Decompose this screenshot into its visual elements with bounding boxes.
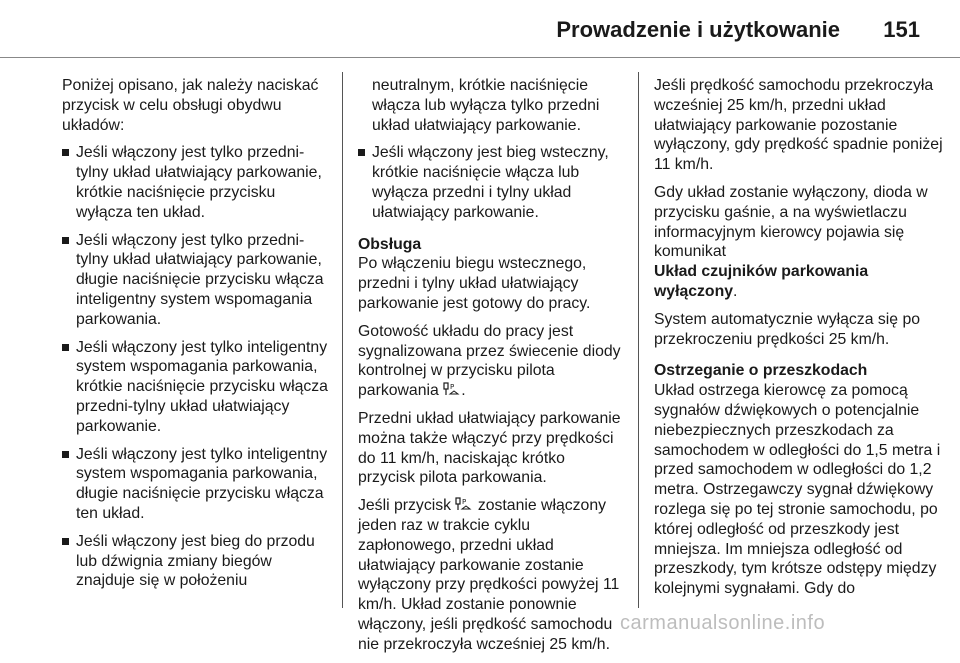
column-divider-2 xyxy=(638,72,639,608)
list-item-text: Jeśli włączony jest tylko przedni-tylny układ ułatwiający parkowanie, długie naciśnięcie przycisku włącza inteligentny system wspomagania parkowania. xyxy=(76,231,324,328)
parking-pilot-icon xyxy=(455,497,473,511)
paragraph-with-icon xyxy=(358,322,626,401)
list-item xyxy=(62,338,330,437)
paragraph: Po włączeniu biegu wstecznego, przedni i tylny układ ułatwiający parkowanie jest gotowy do pracy. xyxy=(358,255,591,312)
list-item-text: Jeśli włączony jest tylko przedni-tylny układ ułatwiający parkowanie, krótkie naciśnięcie przycisku wyłącza ten układ. xyxy=(76,144,322,221)
bullet-square-icon xyxy=(62,451,69,458)
paragraph-text: . xyxy=(733,282,738,300)
bullet-square-icon xyxy=(62,538,69,545)
bullet-square-icon xyxy=(62,149,69,156)
bullet-list-1 xyxy=(62,143,330,591)
paragraph: Jeśli prędkość samochodu przekroczyła wcześniej 25 km/h, przedni układ ułatwiający parkowanie pozostanie wyłączony, gdy prędkość spadnie poniżej 11 km/h. xyxy=(654,77,943,174)
section-heading-warning: Ostrzeganie o przeszkodach xyxy=(654,362,868,380)
paragraph-text: . xyxy=(461,382,466,400)
list-item-text: Jeśli włączony jest tylko inteligentny system wspomagania parkowania, długie naciśnięcie przycisku włącza ten układ. xyxy=(76,445,328,522)
column-1 xyxy=(62,76,330,599)
list-item xyxy=(62,445,330,524)
bullet-square-icon xyxy=(62,344,69,351)
column-divider-1 xyxy=(342,72,343,608)
parking-pilot-icon xyxy=(443,382,461,396)
paragraph: Układ ostrzega kierowcę za pomocą sygnałów dźwiękowych o potencjalnie niebezpiecznych przeszkodach za samochodem w odległości do 1,5 metra i przed samochodem w odległości do 1,2 metra. Ostrzegawczy sygnał dźwiękowy rozlega się po tej stronie samochodu, po której odległość od przeszkody jest mniejsza. Im mniejsza odległość od przeszkody, tym krótsze odstępy między kolejnymi sygnałami. Gdy do xyxy=(654,382,941,598)
list-item xyxy=(62,532,330,591)
bullet-list-2 xyxy=(358,143,626,222)
bullet-square-icon xyxy=(358,149,365,156)
display-message: Układ czujników parkowania wyłączony xyxy=(654,263,869,300)
list-item-text: Jeśli włączony jest bieg wsteczny, krótkie naciśnięcie włącza lub wyłącza przedni i tylny układ ułatwiający parkowanie. xyxy=(372,144,609,221)
paragraph: System automatycznie wyłącza się po przekroczeniu prędkości 25 km/h. xyxy=(654,310,921,348)
list-item-text: Jeśli włączony jest bieg do przodu lub dźwignia zmiany biegów znajduje się w położeniu xyxy=(76,532,315,590)
paragraph-with-icon xyxy=(358,496,626,654)
svg-text:P: P xyxy=(450,383,455,392)
list-item-text: Jeśli włączony jest tylko inteligentny system wspomagania parkowania, krótkie naciśnięcie przycisku włącza przedni-tylny układ ułatwiający parkowanie. xyxy=(76,338,328,435)
bullet-square-icon xyxy=(62,237,69,244)
intro-paragraph: Poniżej opisano, jak należy naciskać przycisk w celu obsługi obydwu układów: xyxy=(62,77,319,134)
page-header xyxy=(0,0,960,58)
column-2 xyxy=(358,76,626,663)
paragraph-text: Jeśli przycisk xyxy=(358,497,452,515)
list-item xyxy=(62,231,330,330)
page-title: Prowadzenie i użytkowanie xyxy=(556,17,840,42)
header-divider xyxy=(0,57,960,58)
svg-text:P: P xyxy=(462,498,467,507)
list-item xyxy=(62,143,330,222)
paragraph-text: zostanie włączony jeden raz w trakcie cyklu zapłonowego, przedni układ ułatwiający parkowanie zostanie wyłączony przy prędkości powyżej 11 km/h. Układ zostanie ponownie włączony, jeśli prędkość samochodu nie przekroczyła wcześniej 25 km/h. xyxy=(358,497,620,653)
paragraph-text: Gdy układ zostanie wyłączony, dioda w przycisku gaśnie, a na wyświetlaczu informacyjnym kierowcy pojawia się komunikat xyxy=(654,183,928,261)
paragraph: Przedni układ ułatwiający parkowanie można także włączyć przy prędkości do 11 km/h, naciskając krótko przycisk pilota parkowania. xyxy=(358,409,621,487)
page-number: 151 xyxy=(883,17,920,42)
paragraph-with-message xyxy=(654,183,954,302)
column-3 xyxy=(654,76,954,607)
list-item xyxy=(358,143,626,222)
watermark: carmanualsonline.info xyxy=(620,612,826,634)
section-heading-operation: Obsługa xyxy=(358,235,422,253)
bullet-continuation: neutralnym, krótkie naciśnięcie włącza lub wyłącza tylko przedni układ ułatwiający parkowanie. xyxy=(372,77,600,134)
paragraph-text: Gotowość układu do pracy jest sygnalizowana przez świecenie diody kontrolnej w przycisku pilota parkowania xyxy=(358,322,621,400)
